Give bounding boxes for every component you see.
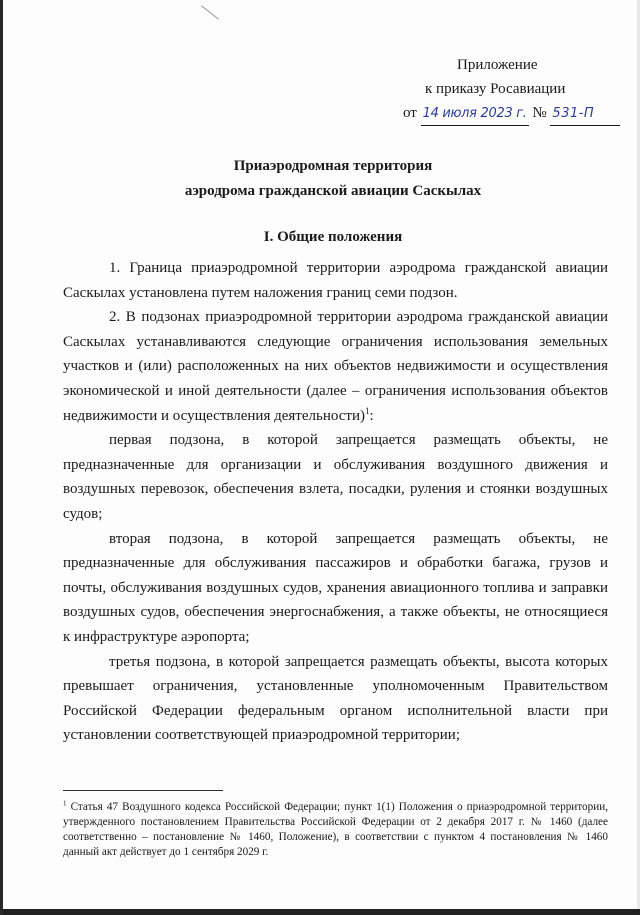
paragraph-2-end: :: [369, 407, 374, 424]
document-title-line1: Приаэродромная территория: [233, 158, 433, 174]
subzone-3-paragraph: третья подзона, в которой запрещается размещать объекты, высота которых превышает ограничения, установленные уполномоченным Правительством Российской Федерации федеральным органом исполнительной власти при установлении соответствующей приаэродромной территории;: [63, 653, 608, 744]
section-heading: I. Общие положения: [263, 229, 403, 245]
order-reference: к приказу Росавиации: [425, 81, 566, 97]
from-prefix: от: [403, 105, 417, 121]
footnote-marker: 1: [63, 799, 67, 808]
document-body: [63, 256, 608, 748]
appendix-label: Приложение: [457, 57, 538, 73]
paragraph-2: [63, 305, 608, 428]
scan-mark: [201, 5, 219, 19]
handwritten-date: 14 июля 2023 г.: [421, 103, 529, 126]
order-date-number: [403, 102, 620, 126]
handwritten-order-number: 531-П: [550, 103, 620, 126]
footnote-separator: [63, 790, 223, 791]
subzone-2-paragraph: вторая подзона, в которой запрещается размещать объекты, не предназначенные для обслуживания пассажиров и обработки багажа, грузов и почты, обслуживания воздушных судов, хранения авиационного топлива и заправки воздушных судов, обеспечения энергоснабжения, а также объекты, не относящиеся к инфраструктуре аэропорта;: [63, 530, 608, 645]
footnote: [63, 800, 608, 860]
paragraph-2-text: 2. В подзонах приаэродромной территории аэродрома гражданской авиации Саскылах устанавливаются следующие ограничения использования земельных участков и (или) расположенных на них объектов недвижимости и осуществления экономической и иной деятельности (далее – ограничения использования объектов недвижимости и осуществления деятельности): [63, 309, 608, 424]
scan-edge-bottom: [3, 909, 640, 915]
paragraph-1: 1. Граница приаэродромной территории аэродрома гражданской авиации Саскылах установлена путем наложения границ семи подзон.: [63, 260, 608, 301]
footnote-text: Статья 47 Воздушного кодекса Российской Федерации; пункт 1(1) Положения о приаэродромной территории, утвержденного постановлением Правительства Российской Федерации от 2 декабря 2017 г. № 1460 (далее соответственно – постановление № 1460, Положение), в соответствии с пунктом 4 постановления № 1460 данный акт действует до 1 сентября 2029 г.: [63, 801, 608, 858]
document-title-line2: аэродрома гражданской авиации Саскылах: [184, 183, 482, 199]
footnote-ref: 1: [364, 405, 370, 416]
subzone-1-paragraph: первая подзона, в которой запрещается размещать объекты, не предназначенные для организации и обслуживания воздушного движения и воздушных перевозок, обеспечения взлета, посадки, руления и стоянки воздушных судов;: [63, 432, 608, 522]
number-sign: №: [532, 105, 547, 121]
